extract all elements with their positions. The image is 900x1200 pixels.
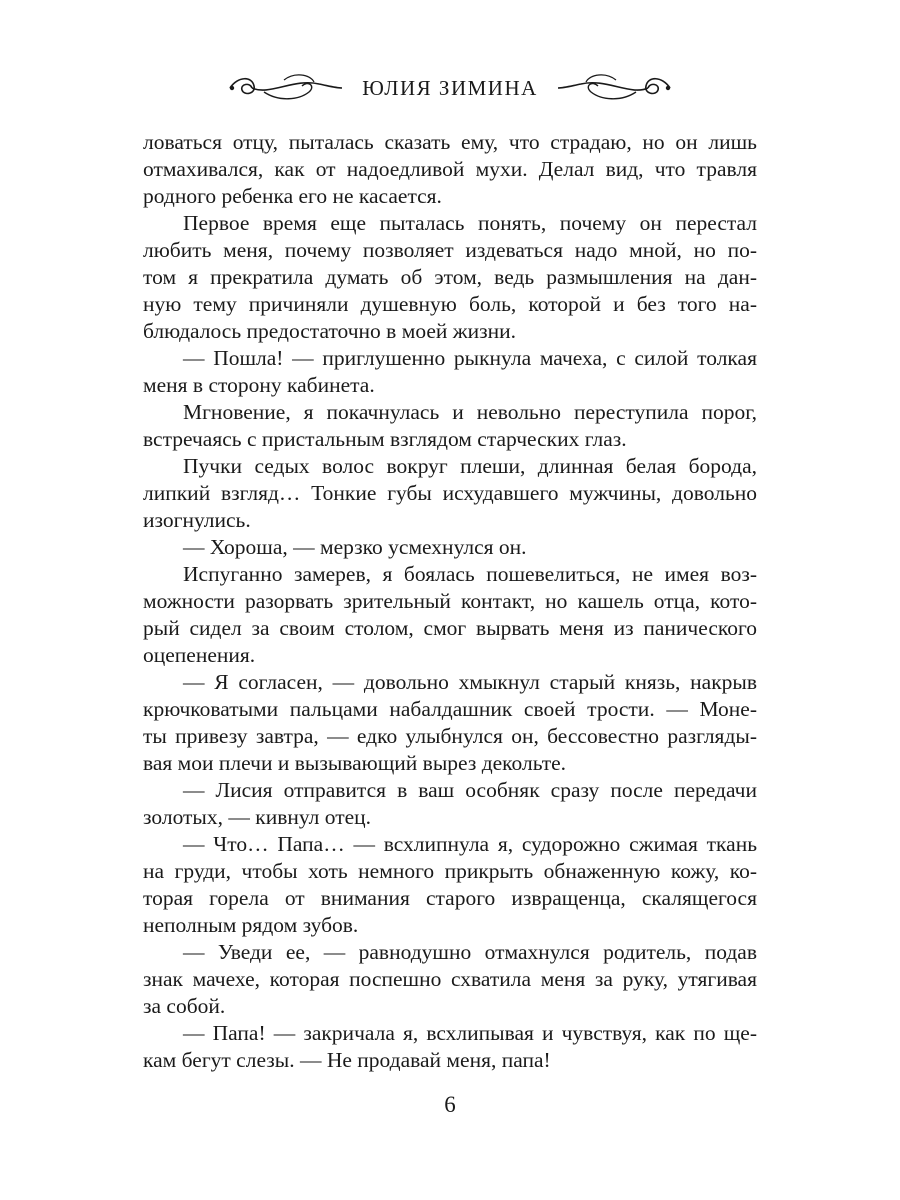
text-line: золотых, — кивнул отец.: [143, 805, 372, 829]
text-line: вая мои плечи и вызывающий вырез декольте.: [143, 751, 567, 775]
text-line: Мгновение, я покачнулась и невольно переступила порог,: [183, 400, 757, 424]
text-line: Первое время еще пыталась понять, почему он перестал: [183, 211, 757, 235]
running-header: [0, 66, 900, 110]
text-line: ную тему причиняли душевную боль, которой и без того на-: [143, 292, 757, 316]
text-line: блюдалось предостаточно в моей жизни.: [143, 319, 516, 343]
text-line: кам бегут слезы. — Не продавай меня, папа!: [143, 1048, 551, 1072]
text-line: — Что… Папа… — всхлипнула я, судорожно сжимая ткань: [183, 832, 757, 856]
text-line: за собой.: [143, 994, 226, 1018]
flourish-ornament-right-icon: [556, 66, 676, 110]
text-line: отмахивался, как от надоедливой мухи. Делал вид, что травля: [143, 157, 757, 181]
text-line: рый сидел за своим столом, смог вырвать меня из панического: [143, 616, 757, 640]
page-number: 6: [444, 1092, 456, 1117]
text-line: на груди, чтобы хоть немного прикрыть обнаженную кожу, ко-: [143, 859, 757, 883]
text-line: можности разорвать зрительный контакт, но кашель отца, кото-: [143, 589, 757, 613]
text-line: липкий взгляд… Тонкие губы исхудавшего мужчины, довольно: [143, 481, 757, 505]
text-line: — Хороша, — мерзко усмехнулся он.: [183, 535, 527, 559]
text-line: родного ребенка его не касается.: [143, 184, 442, 208]
text-line: любить меня, почему позволяет издеваться надо мной, но по-: [143, 238, 757, 262]
text-line: меня в сторону кабинета.: [143, 373, 375, 397]
text-line: встречаясь с пристальным взглядом старческих глаз.: [143, 427, 627, 451]
flourish-ornament-left-icon: [224, 66, 344, 110]
text-line: Пучки седых волос вокруг плеши, длинная белая борода,: [183, 454, 757, 478]
text-line: ловаться отцу, пыталась сказать ему, что страдаю, но он лишь: [143, 130, 757, 154]
text-line: — Я согласен, — довольно хмыкнул старый князь, накрыв: [183, 670, 757, 694]
text-line: оцепенения.: [143, 643, 256, 667]
text-line: Испуганно замерев, я боялась пошевелиться, не имея воз-: [183, 562, 757, 586]
text-line: — Лисия отправится в ваш особняк сразу после передачи: [183, 778, 757, 802]
text-line: торая горела от внимания старого извращенца, скалящегося: [143, 886, 757, 910]
text-line: изогнулись.: [143, 508, 251, 532]
text-line: знак мачехе, которая поспешно схватила меня за руку, утягивая: [143, 967, 757, 991]
text-line: — Пошла! — приглушенно рыкнула мачеха, с силой толкая: [183, 346, 757, 370]
text-line: ты привезу завтра, — едко улыбнулся он, бессовестно разгляды-: [143, 724, 757, 748]
running-head-author: ЮЛИЯ ЗИМИНА: [362, 75, 538, 100]
text-line: неполным рядом зубов.: [143, 913, 359, 937]
text-line: том я прекратила думать об этом, ведь размышления на дан-: [143, 265, 757, 289]
body-text: [143, 129, 757, 1074]
text-line: крючковатыми пальцами набалдашник своей трости. — Моне-: [143, 697, 757, 721]
text-line: — Уведи ее, — равнодушно отмахнулся родитель, подав: [183, 940, 757, 964]
text-line: — Папа! — закричала я, всхлипывая и чувствуя, как по ще-: [183, 1021, 757, 1045]
